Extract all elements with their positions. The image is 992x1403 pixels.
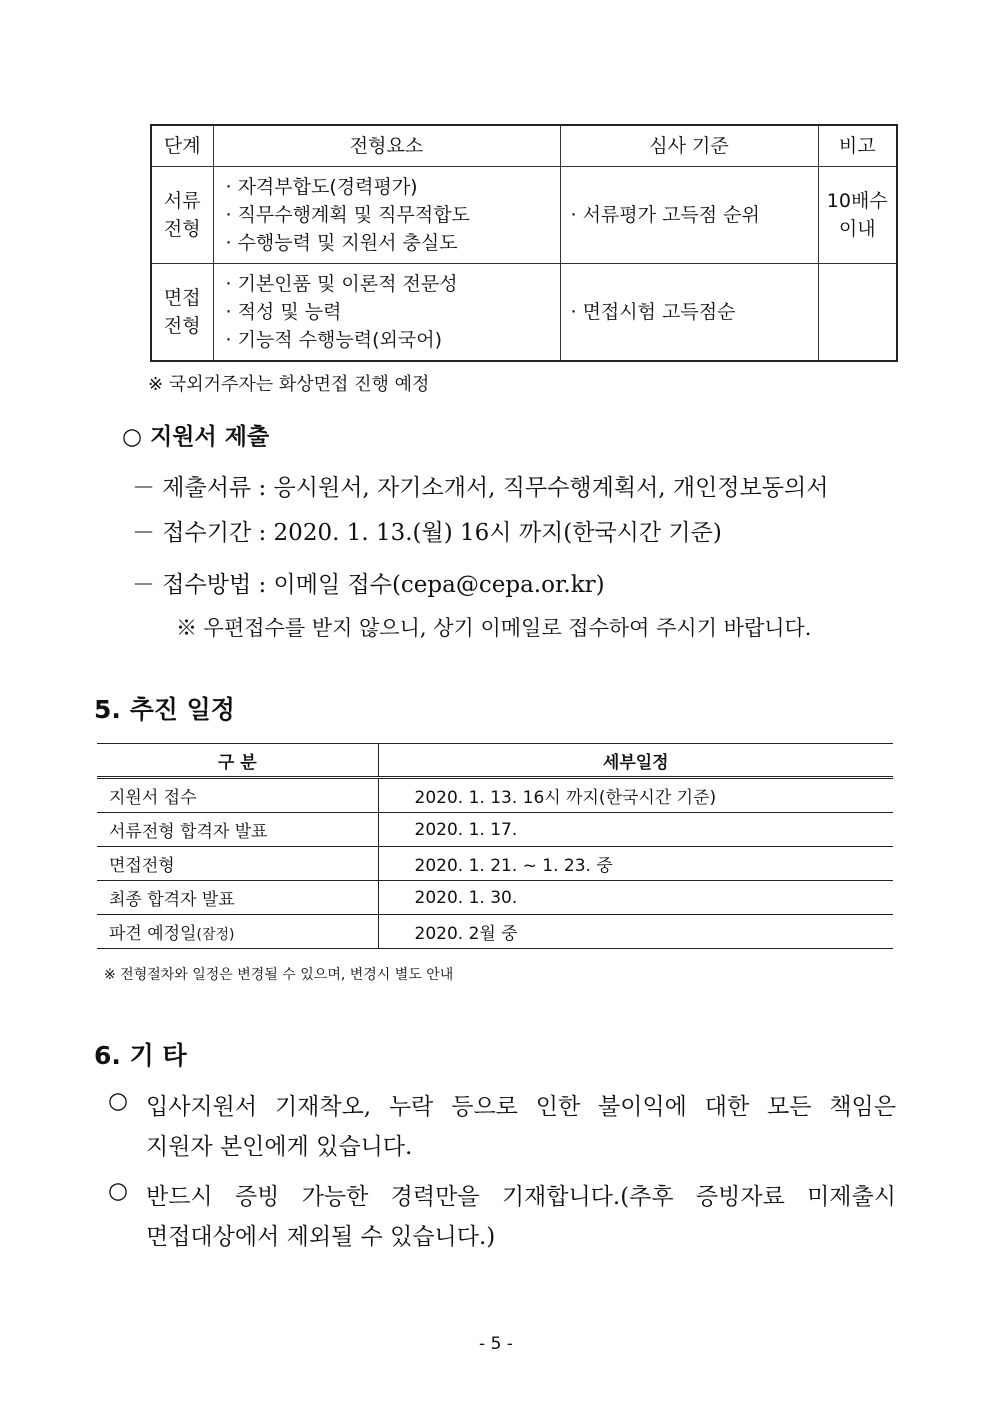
word: 미제출시: [807, 1184, 896, 1210]
table-row: [97, 847, 893, 881]
word: 누락: [388, 1094, 434, 1120]
page-number: - 5 -: [479, 1334, 513, 1354]
word: 모든: [767, 1094, 812, 1120]
section-title-schedule: 5. 추진 일정: [94, 695, 235, 724]
remote-interview-note: ※ 국외거주자는 화상면접 진행 예정: [148, 374, 430, 395]
word: 증빙: [234, 1184, 280, 1210]
word: 기재착오,: [274, 1094, 372, 1120]
phase-tentative: (잠정): [196, 927, 235, 943]
period-line: － 접수기간 : 2020. 1. 13.(월) 16시 까지(한국시간 기준): [132, 520, 722, 546]
elements-cell: [213, 264, 560, 361]
phase-cell: 지원서 접수: [97, 778, 378, 813]
header-phase: 구 분: [97, 744, 378, 778]
detail-cell: 2020. 1. 30.: [378, 881, 893, 915]
stage-cell: [151, 264, 213, 361]
word: 기재합니다.(추후: [501, 1184, 674, 1210]
note-cell: [818, 264, 897, 361]
word: 가능한: [301, 1184, 369, 1210]
element-item: · 기본인품 및 이론적 전문성: [225, 272, 458, 295]
stage-label: 전형: [163, 218, 201, 240]
stage-label: 면접: [163, 286, 201, 309]
word: 경력만을: [390, 1184, 480, 1210]
schedule-table: [97, 743, 893, 949]
table-row: [97, 881, 893, 915]
element-item: · 수행능력 및 지원서 충실도: [225, 232, 458, 254]
table-row: [151, 264, 897, 361]
etc-item-2-line-2: 면접대상에서 제외될 수 있습니다.): [146, 1224, 496, 1250]
word: 인한: [535, 1094, 581, 1120]
selection-criteria-table: [150, 124, 898, 362]
bullet-circle-icon: ○: [108, 1178, 129, 1204]
table-row: [97, 778, 893, 813]
selection-table-header: [151, 125, 897, 167]
header-detail: 세부일정: [378, 744, 893, 778]
table-row: [151, 167, 897, 264]
detail-cell: 2020. 1. 21. ~ 1. 23. 중: [378, 847, 893, 881]
table-row: [97, 813, 893, 847]
phase-cell: 면접전형: [97, 847, 378, 881]
header-stage: 단계: [151, 125, 213, 167]
word: 책임은: [829, 1094, 896, 1120]
word: 입사지원서: [146, 1094, 258, 1120]
stage-label: 서류: [163, 190, 201, 212]
note-cell: [818, 167, 897, 264]
elements-cell: [213, 167, 560, 264]
bullet-circle-icon: ○: [108, 1088, 129, 1114]
table-row: [97, 915, 893, 949]
criteria-cell: · 서류평가 고득점 순위: [560, 167, 818, 264]
word: 불이익에: [598, 1094, 687, 1120]
element-item: · 기능적 수행능력(외국어): [225, 328, 442, 351]
header-note: 비고: [818, 125, 897, 167]
method-line: － 접수방법 : 이메일 접수(cepa@cepa.or.kr): [132, 572, 605, 598]
phase-cell: 최종 합격자 발표: [97, 881, 378, 915]
stage-label: 전형: [163, 314, 201, 337]
detail-cell: 2020. 2월 중: [378, 915, 893, 949]
word: 반드시: [146, 1184, 213, 1210]
word: 대한: [704, 1094, 750, 1120]
etc-item-1-line-1: [146, 1088, 896, 1121]
element-item: · 자격부합도(경력평가): [225, 176, 418, 198]
detail-cell: 2020. 1. 17.: [378, 813, 893, 847]
note-text: 10배수: [826, 190, 888, 212]
word: 증빙자료: [695, 1184, 785, 1210]
element-item: · 적성 및 능력: [225, 300, 342, 323]
email-only-note: ※ 우편접수를 받지 않으니, 상기 이메일로 접수하여 주시기 바랍니다.: [176, 616, 812, 640]
stage-cell: [151, 167, 213, 264]
detail-cell: 2020. 1. 13. 16시 까지(한국시간 기준): [378, 778, 893, 813]
submission-heading: ○ 지원서 제출: [122, 424, 270, 450]
phase-cell: [97, 915, 378, 949]
word: 등으로: [451, 1094, 518, 1120]
section-title-etc: 6. 기 타: [94, 1041, 187, 1070]
phase-cell: 서류전형 합격자 발표: [97, 813, 378, 847]
criteria-cell: · 면접시험 고득점순: [560, 264, 818, 361]
etc-item-1-line-2: 지원자 본인에게 있습니다.: [146, 1134, 413, 1160]
etc-item-2-line-1: [146, 1178, 896, 1211]
header-criteria: 심사 기준: [560, 125, 818, 167]
header-elements: 전형요소: [213, 125, 560, 167]
schedule-header: [97, 744, 893, 778]
schedule-change-note: ※ 전형절차와 일정은 변경될 수 있으며, 변경시 별도 안내: [104, 967, 454, 983]
note-text: 이내: [838, 218, 876, 240]
phase-label: 파견 예정일: [109, 924, 197, 944]
element-item: · 직무수행계획 및 직무적합도: [225, 204, 470, 226]
documents-line: － 제출서류 : 응시원서, 자기소개서, 직무수행계획서, 개인정보동의서: [132, 475, 829, 501]
